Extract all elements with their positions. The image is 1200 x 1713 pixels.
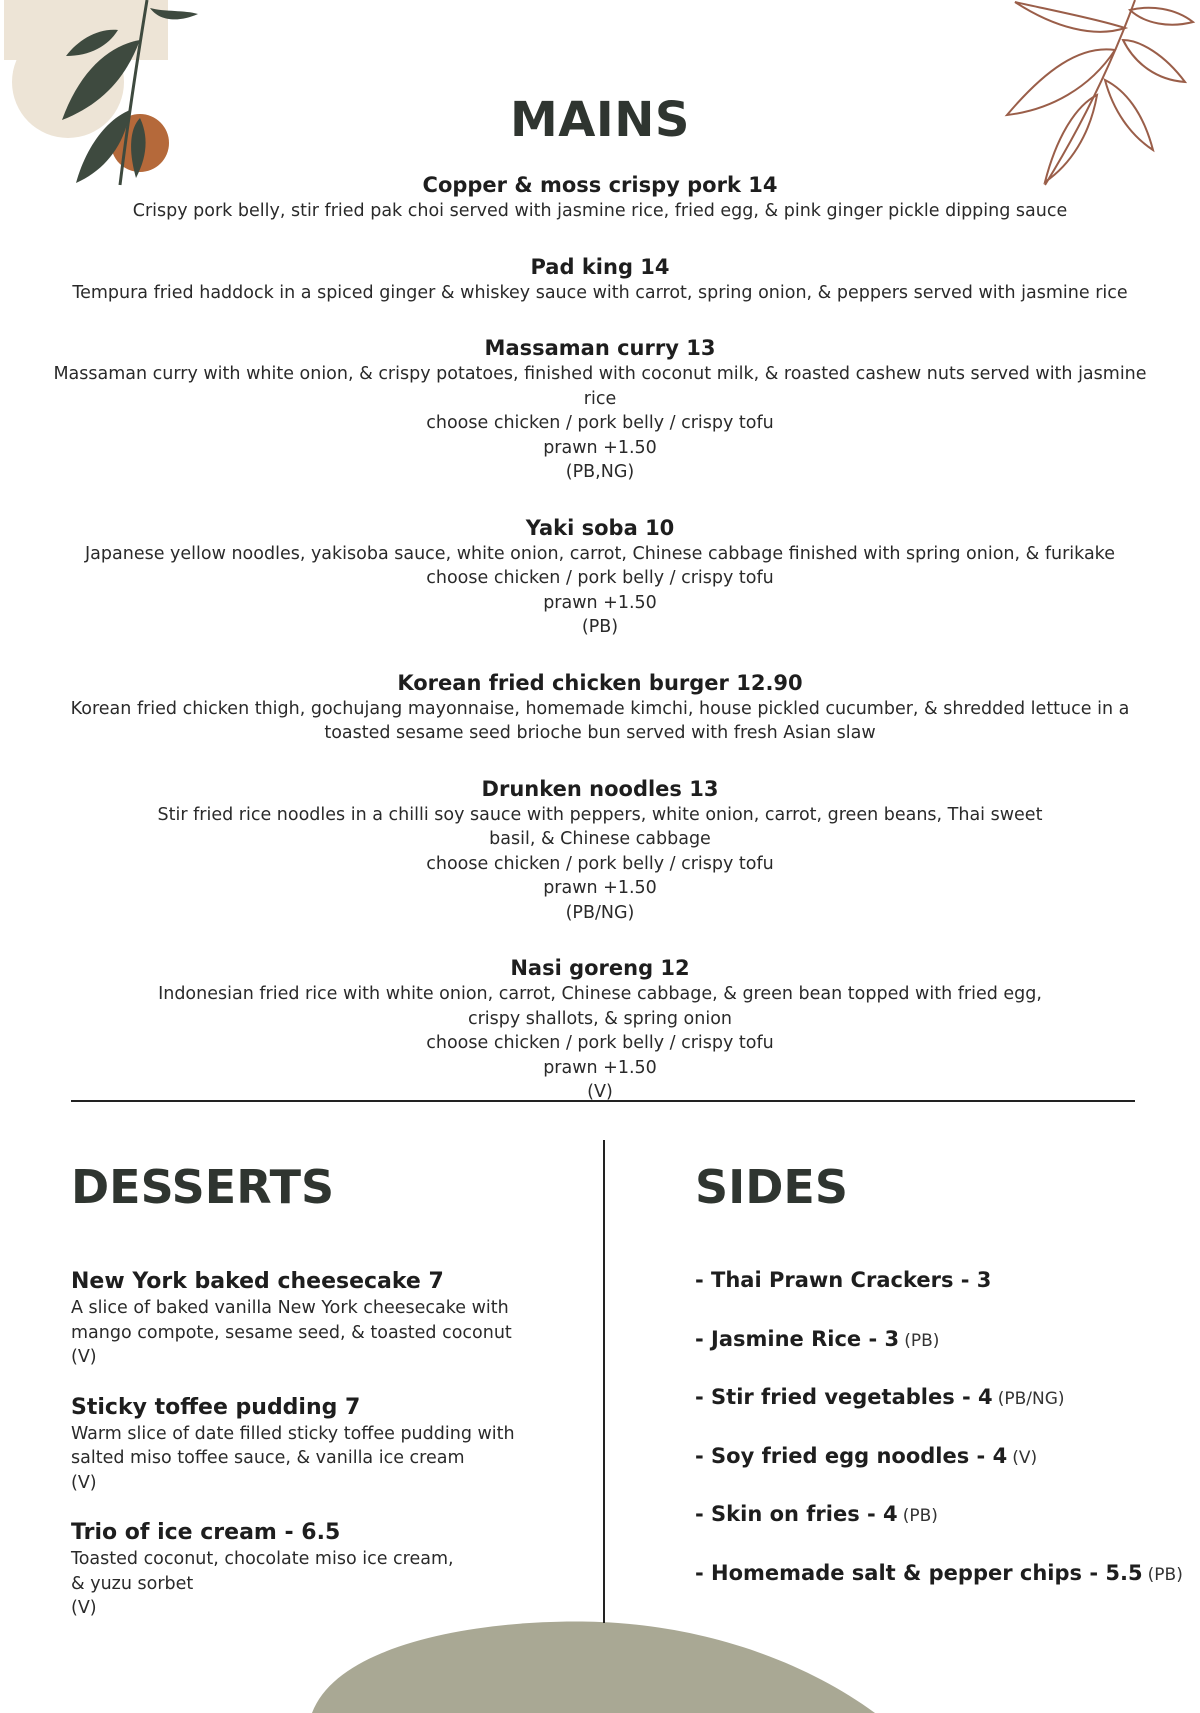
menu-item-description: (PB/NG) (565, 902, 635, 923)
side-item (695, 1385, 1175, 1444)
menu-item-title: Korean fried chicken burger 12.90 (397, 670, 803, 695)
menu-item-description: Japanese yellow noodles, yakisoba sauce, white onion, carrot, Chinese cabbage finished with spring onion, & furikake (85, 543, 1115, 564)
menu-item (40, 670, 1160, 746)
side-item (695, 1268, 1175, 1327)
side-item (695, 1502, 1175, 1561)
menu-item-title: Drunken noodles 13 (481, 776, 719, 801)
menu-item-description: Crispy pork belly, stir fried pak choi served with jasmine rice, fried egg, & pink ginger pickle dipping sauce (132, 201, 1068, 221)
menu-item-description: choose chicken / pork belly / crispy tofu (426, 413, 774, 433)
menu-item-title: Pad king 14 (530, 254, 670, 279)
dessert-item (71, 1268, 571, 1370)
menu-item-description: toasted sesame seed brioche bun served with fresh Asian slaw (324, 723, 876, 743)
menu-item-description: Tempura fried haddock in a spiced ginger & whiskey sauce with carrot, spring onion, & peppers served with jasmine rice (72, 282, 1128, 303)
menu-item (40, 335, 1160, 485)
menu-item-description: prawn +1.50 (543, 437, 657, 458)
side-item-name: - Thai Prawn Crackers - 3 (695, 1268, 992, 1292)
dessert-item (71, 1519, 571, 1621)
dessert-item (71, 1394, 571, 1496)
side-item-tag: (PB) (902, 1506, 938, 1527)
dessert-item-description: salted miso toffee sauce, & vanilla ice cream (71, 1448, 465, 1468)
desserts-list (71, 1268, 571, 1645)
desserts-section-title: DESSERTS (71, 1160, 335, 1214)
menu-item-title: Massaman curry 13 (484, 336, 716, 360)
menu-item (40, 172, 1160, 224)
menu-item (40, 955, 1160, 1105)
menu-item-description: (V) (587, 1082, 613, 1102)
menu-item-title: Yaki soba 10 (525, 515, 675, 540)
side-item-name: - Homemade salt & pepper chips - 5.5 (695, 1560, 1143, 1585)
dessert-item-description: (V) (71, 1472, 97, 1493)
horizontal-divider (71, 1100, 1135, 1102)
side-item-tag: (PB) (1147, 1564, 1183, 1585)
dessert-item-description: mango compote, sesame seed, & toasted coconut (71, 1322, 512, 1343)
dessert-item-description: (V) (71, 1598, 97, 1618)
dessert-item-description: Warm slice of date filled sticky toffee pudding with (71, 1423, 515, 1444)
menu-item-description: prawn +1.50 (543, 592, 657, 613)
side-item-name: - Stir fried vegetables - 4 (695, 1385, 993, 1410)
menu-item (40, 254, 1160, 306)
mains-list (40, 172, 1160, 1135)
side-item (695, 1327, 1175, 1386)
menu-item-description: Korean fried chicken thigh, gochujang mayonnaise, homemade kimchi, house pickled cucumber, & shredded lettuce in a (70, 698, 1130, 719)
dessert-item-title: Trio of ice cream - 6.5 (71, 1520, 341, 1545)
menu-item-description: prawn +1.50 (543, 1057, 657, 1078)
menu-item-description: Stir fried rice noodles in a chilli soy sauce with peppers, white onion, carrot, green beans, Thai sweet (157, 804, 1043, 825)
side-item-tag: (PB/NG) (997, 1389, 1065, 1410)
dessert-item-description: Toasted coconut, chocolate miso ice cream, (71, 1549, 454, 1569)
dessert-item-title: Sticky toffee pudding 7 (71, 1394, 361, 1420)
menu-item-description: Indonesian fried rice with white onion, carrot, Chinese cabbage, & green bean topped with fried egg, (158, 984, 1042, 1004)
menu-item (40, 515, 1160, 640)
mains-section-title: MAINS (509, 92, 690, 148)
sides-section-title: SIDES (695, 1160, 848, 1214)
side-item-name: - Soy fried egg noodles - 4 (695, 1443, 1008, 1468)
menu-item-description: choose chicken / pork belly / crispy tofu (426, 568, 774, 588)
menu-item-description: Massaman curry with white onion, & crispy potatoes, finished with coconut milk, & roasted cashew nuts served with jasmine rice (53, 364, 1147, 409)
side-item-tag: (PB) (904, 1330, 940, 1351)
sides-list (695, 1268, 1183, 1620)
dessert-item-description: & yuzu sorbet (71, 1573, 194, 1594)
side-item (695, 1444, 1175, 1503)
vertical-divider (603, 1140, 605, 1623)
menu-item-description: basil, & Chinese cabbage (489, 829, 711, 849)
menu-item-title: Copper & moss crispy pork 14 (422, 173, 778, 197)
menu-item-description: (PB,NG) (565, 462, 635, 482)
menu-item (40, 776, 1160, 926)
side-item-name: - Skin on fries - 4 (695, 1502, 898, 1527)
dessert-item-description: A slice of baked vanilla New York cheesecake with (71, 1298, 509, 1318)
dessert-item-title: New York baked cheesecake 7 (71, 1269, 444, 1294)
menu-item-description: prawn +1.50 (543, 878, 657, 898)
side-item-tag: (V) (1012, 1447, 1038, 1468)
side-item (695, 1560, 1183, 1620)
menu-item-description: choose chicken / pork belly / crispy tofu (426, 1033, 774, 1053)
menu-item-description: crispy shallots, & spring onion (467, 1008, 732, 1029)
menu-item-description: choose chicken / pork belly / crispy tofu (426, 853, 774, 874)
menu-item-title: Nasi goreng 12 (510, 956, 690, 980)
dessert-item-description: (V) (71, 1347, 97, 1367)
side-item-name: - Jasmine Rice - 3 (695, 1326, 900, 1351)
menu-item-description: (PB) (581, 617, 619, 637)
